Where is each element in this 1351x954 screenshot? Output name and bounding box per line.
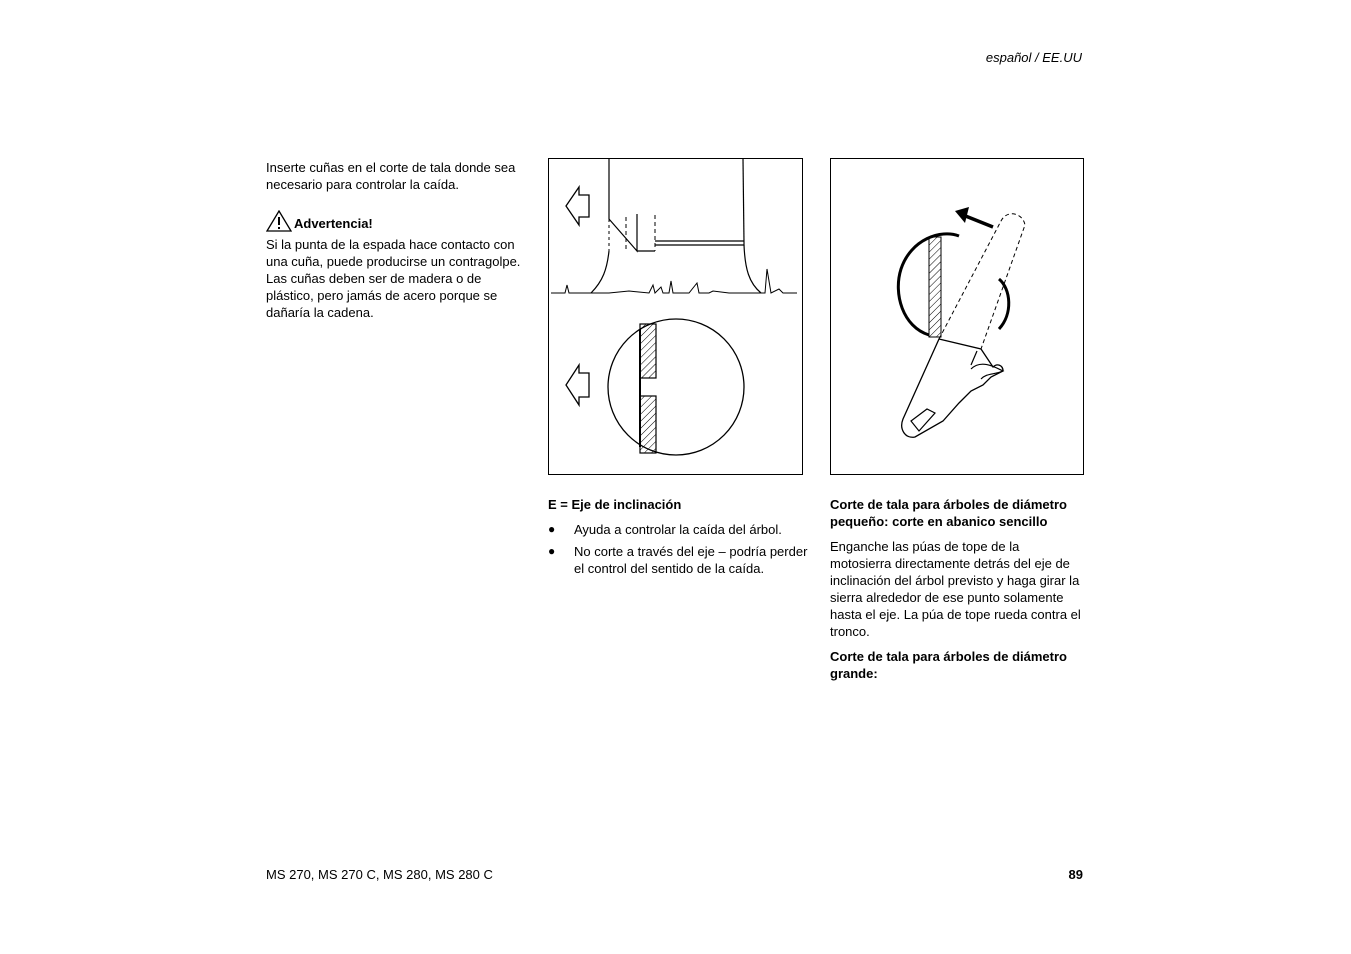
fan-cut-paragraph: Enganche las púas de tope de la motosierra directamente detrás del eje de inclinación del árbol previsto y haga girar la sierra alrededor de ese punto solamente hasta el eje. La púa de tope rueda contra el tronco.	[830, 539, 1081, 639]
intro-text: Inserte cuñas en el corte de tala donde sea necesario para controlar la caída.	[266, 160, 516, 192]
bullet-dot-icon: ●	[548, 544, 556, 558]
section-heading-small-diameter: Corte de tala para árboles de diámetro pequeño: corte en abanico sencillo	[830, 497, 1067, 529]
figure-hinge-diagram	[548, 158, 803, 475]
warning-triangle-icon	[266, 210, 292, 232]
bullet-dot-icon: ●	[548, 522, 556, 536]
figure-fan-cut-diagram	[830, 158, 1084, 475]
list-item	[548, 521, 810, 538]
middle-column	[548, 496, 810, 577]
bullet-text: No corte a través del eje – podría perder el control del sentido de la caída.	[574, 544, 808, 576]
warning-title: Advertencia!	[294, 216, 373, 231]
warning-heading	[266, 210, 528, 232]
trunk-cross-section	[608, 319, 744, 455]
list-item	[548, 543, 810, 577]
warning-text: Si la punta de la espada hace contacto con una cuña, puede producirse un contragolpe. Las cuñas deben ser de madera o de plástico, pero jamás de acero porque se dañaría la cadena.	[266, 237, 521, 320]
footer-models: MS 270, MS 270 C, MS 280, MS 280 C	[266, 867, 493, 882]
fan-cut-illustration	[831, 159, 1082, 473]
page-number: 89	[1068, 867, 1083, 882]
fall-direction-arrow-top	[566, 187, 589, 225]
bullet-text: Ayuda a controlar la caída del árbol.	[574, 522, 782, 537]
section-heading-large-diameter: Corte de tala para árboles de diámetro grande:	[830, 649, 1067, 681]
left-column	[266, 159, 528, 321]
right-column	[830, 496, 1084, 682]
hinge-illustration	[549, 159, 801, 473]
fall-direction-arrow-bottom	[566, 365, 589, 405]
header-language: español / EE.UU	[985, 50, 1082, 65]
hinge-caption: E = Eje de inclinación	[548, 497, 682, 512]
